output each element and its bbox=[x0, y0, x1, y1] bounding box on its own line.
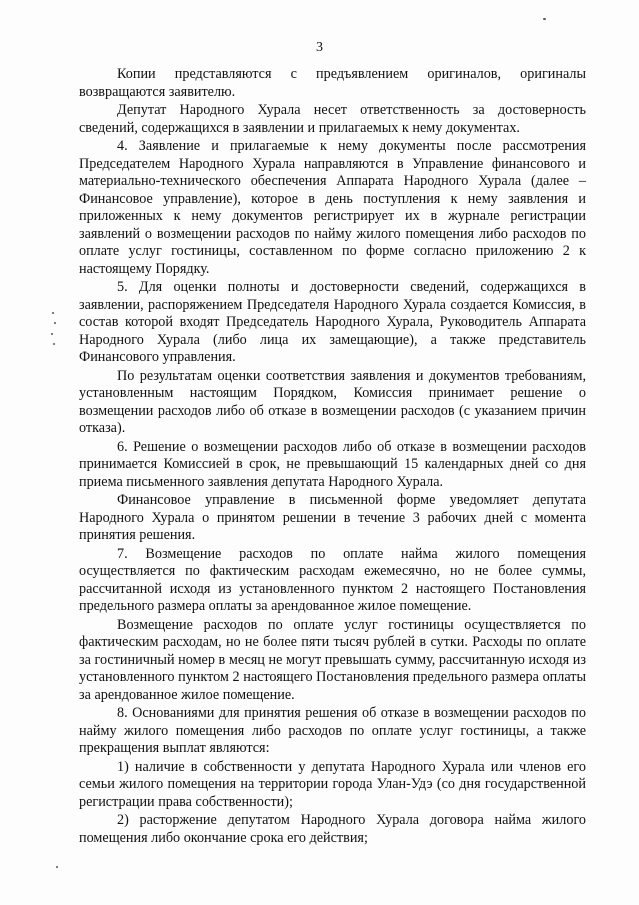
paragraph-subitem-2: 2) расторжение депутатом Народного Хурала договора найма жилого помещения либо окончание срока его действия; bbox=[79, 812, 586, 846]
paragraph-item-6: 6. Решение о возмещении расходов либо об отказе в возмещении расходов принимается Комиссией в срок, не превышающий 15 календарных дней со дня приема письменного заявления депутата Народного Хурала. bbox=[79, 438, 586, 490]
paragraph-item-8: 8. Основаниями для принятия решения об отказе в возмещении расходов по найму жилого помещения либо расходов по оплате услуг гостиницы, а также прекращения выплат являются: bbox=[79, 705, 586, 756]
scan-speck bbox=[56, 866, 58, 868]
paragraph-copies: Копии представляются с предъявлением оригиналов, оригиналы возвращаются заявителю. bbox=[79, 66, 586, 100]
scan-speck bbox=[51, 333, 53, 335]
document-body bbox=[79, 66, 586, 847]
paragraph-notification: Финансовое управление в письменной форме уведомляет депутата Народного Хурала о принятом решении в течение 3 рабочих дней с момента принятия решения. bbox=[79, 492, 586, 543]
paragraph-hotel-expenses: Возмещение расходов по оплате услуг гостиницы осуществляется по фактическим расходам, но не более пяти тысяч рублей в сутки. Расходы по оплате за гостиничный номер в месяц не могут превышать сумму, рассчитанную исходя из установленного пунктом 2 настоящего Постановления предельного размера оплаты за арендованное жилое помещение. bbox=[79, 616, 586, 703]
page-number: 3 bbox=[316, 40, 323, 55]
paragraph-responsibility: Депутат Народного Хурала несет ответственность за достоверность сведений, содержащихся в заявлении и прилагаемых к нему документах. bbox=[79, 102, 586, 136]
scan-speck bbox=[543, 18, 546, 20]
scan-speck bbox=[54, 322, 56, 324]
paragraph-item-7: 7. Возмещение расходов по оплате найма жилого помещения осуществляется по фактическим расходам ежемесячно, но не более суммы, рассчитанной исходя из установленного пунктом 2 настоящего Постановления предельного размера оплаты за арендованное жилое помещение. bbox=[79, 545, 586, 614]
scan-speck bbox=[53, 343, 55, 345]
paragraph-commission-decision: По результатам оценки соответствия заявления и документов требованиям, установленным настоящим Порядком, Комиссия принимает решение о возмещении расходов либо об отказе в возмещении расходов (с указанием причин отказа). bbox=[79, 367, 586, 436]
paragraph-subitem-1: 1) наличие в собственности у депутата Народного Хурала или членов его семьи жилого помещения на территории города Улан-Удэ (со дня государственной регистрации права собственности); bbox=[79, 758, 586, 810]
scan-speck bbox=[52, 312, 54, 314]
paragraph-item-4: 4. Заявление и прилагаемые к нему документы после рассмотрения Председателем Народного Хурала направляются в Управление финансового и материально-технического обеспечения Аппарата Народного Хурала (далее – Финансовое управление), которое в день поступления к нему заявления и приложенных к нему документов регистрирует их в журнале регистрации заявлений о возмещении расходов по найму жилого помещения либо расходов по оплате услуг гостиницы, составленном по форме согласно приложению 2 к настоящему Порядку. bbox=[79, 138, 586, 277]
paragraph-item-5: 5. Для оценки полноты и достоверности сведений, содержащихся в заявлении, распоряжением Председателя Народного Хурала создается Комиссия, в состав которой входят Председатель Народного Хурала, Руководитель Аппарата Народного Хурала (либо лица их замещающие), а также представитель Финансового управления. bbox=[79, 279, 586, 365]
